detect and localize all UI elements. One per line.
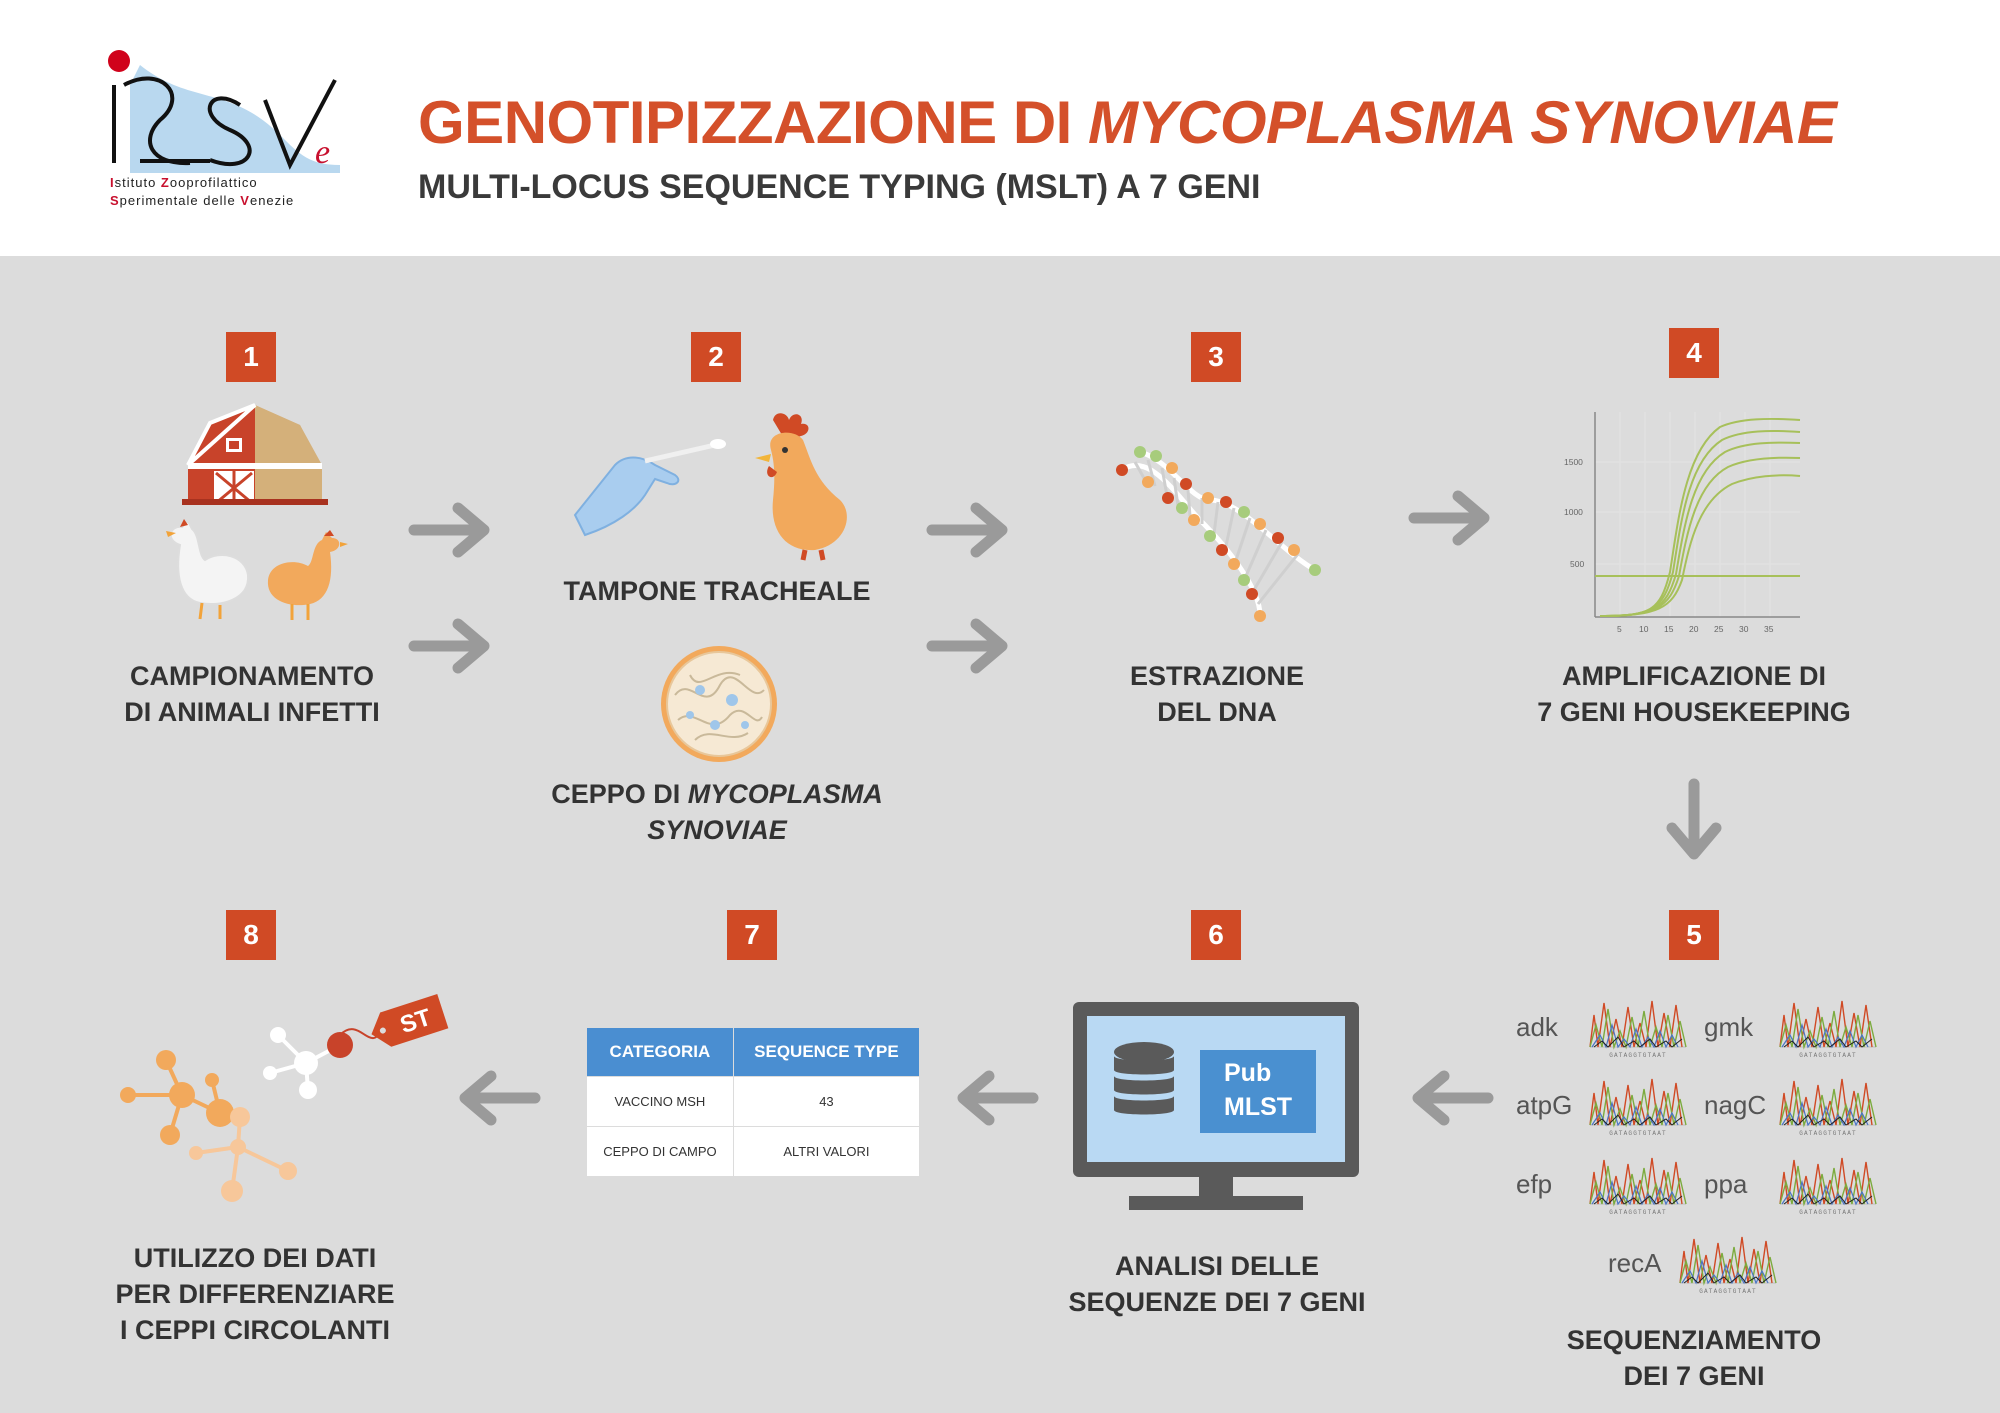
step-5-label: SEQUENZIAMENTO DEI 7 GENI (1566, 1325, 1822, 1391)
step-3-label: ESTRAZIONE DEL DNA (1129, 661, 1305, 727)
chromatogram-icon (1780, 995, 1876, 1059)
dna-icon (1110, 440, 1330, 630)
step-6-label: ANALISI DELLE SEQUENZE DEI 7 GENI (1068, 1251, 1366, 1317)
pcr-y-tick: 1000 (1564, 507, 1583, 517)
step-2-badge: 2 (691, 332, 741, 382)
chromatogram-icon (1780, 1152, 1876, 1216)
pcr-amplification-chart (1560, 412, 1810, 642)
pcr-y-tick: 1500 (1564, 457, 1583, 467)
petri-dish-icon (660, 645, 778, 763)
gene-label: efp (1516, 1169, 1553, 1199)
step-1-badge: 1 (226, 332, 276, 382)
step-2-label-strain: CEPPO DI MYCOPLASMA SYNOVIAE (551, 779, 883, 845)
svg-text:e: e (315, 134, 331, 171)
step-1-label: CAMPIONAMENTO DI ANIMALI INFETTI (124, 661, 380, 727)
pcr-x-tick: 30 (1739, 624, 1749, 634)
arrow-right-icon (410, 502, 492, 558)
arrow-left-icon (955, 1070, 1037, 1126)
step-6-badge: 6 (1191, 910, 1241, 960)
table-cell: CEPPO DI CAMPO (587, 1127, 734, 1177)
pcr-x-tick: 25 (1714, 624, 1724, 634)
sequence-type-table (586, 1027, 920, 1177)
step-2-label-swab: TAMPONE TRACHEALE (563, 576, 871, 606)
arrow-right-icon (928, 618, 1010, 674)
chromatogram-icon (1680, 1231, 1776, 1295)
table-cell: ALTRI VALORI (733, 1127, 919, 1177)
page-title: GENOTIPIZZAZIONE DI MYCOPLASMA SYNOVIAE (418, 89, 1837, 156)
pcr-x-tick: 10 (1639, 624, 1649, 634)
table-row (587, 1127, 920, 1177)
gene-label: nagC (1704, 1090, 1767, 1120)
arrow-right-icon (928, 502, 1010, 558)
chromatogram-icon (1780, 1073, 1876, 1137)
logo-line-2: Sperimentale delle Venezie (110, 193, 295, 208)
network-tag-icon (120, 995, 450, 1210)
table-cell: VACCINO MSH (587, 1077, 734, 1127)
white-chicken-icon (160, 515, 255, 620)
step-8-badge: 8 (226, 910, 276, 960)
step-7-badge: 7 (727, 910, 777, 960)
gene-label: atpG (1516, 1090, 1573, 1120)
chromatogram-icon (1590, 1152, 1686, 1216)
swab-glove-icon (575, 425, 725, 545)
table-row (587, 1077, 920, 1127)
pubmlst-box: Pub MLST (1200, 1050, 1316, 1133)
table-header: CATEGORIA (587, 1028, 734, 1077)
izsve-logo (100, 45, 350, 215)
step-5-badge: 5 (1669, 910, 1719, 960)
pcr-y-tick: 500 (1570, 559, 1585, 569)
pcr-x-tick: 20 (1689, 624, 1699, 634)
pcr-x-tick: 15 (1664, 624, 1674, 634)
arrow-down-icon (1664, 780, 1724, 864)
arrow-right-icon (410, 618, 492, 674)
step-4-label: AMPLIFICAZIONE DI 7 GENI HOUSEKEEPING (1537, 661, 1851, 727)
chromatogram-icon (1590, 995, 1686, 1059)
table-header: SEQUENCE TYPE (733, 1028, 919, 1077)
arrow-left-icon (1410, 1070, 1492, 1126)
gene-label: gmk (1704, 1012, 1754, 1042)
rooster-icon (745, 410, 865, 560)
gene-label: recA (1608, 1248, 1662, 1278)
arrow-right-icon (1410, 490, 1492, 546)
step-3-badge: 3 (1191, 332, 1241, 382)
step-8-label: UTILIZZO DEI DATI PER DIFFERENZIARE I CEPPI CIRCOLANTI (115, 1243, 395, 1345)
table-cell: 43 (733, 1077, 919, 1127)
chromatogram-icon (1590, 1073, 1686, 1137)
pcr-x-tick: 5 (1617, 624, 1622, 634)
gene-label: ppa (1704, 1169, 1748, 1199)
pcr-x-tick: 35 (1764, 624, 1774, 634)
arrow-left-icon (457, 1070, 539, 1126)
logo-line-1: Istituto Zooprofilattico (110, 175, 258, 190)
st-tag-label: ST (396, 1003, 435, 1040)
step-4-badge: 4 (1669, 328, 1719, 378)
barn-icon (180, 405, 330, 505)
page-subtitle: MULTI-LOCUS SEQUENCE TYPING (MSLT) A 7 GENI (418, 168, 1261, 206)
izsve-logo-mark (100, 45, 350, 175)
brown-chicken-icon (262, 530, 347, 620)
gene-label: adk (1516, 1012, 1558, 1042)
